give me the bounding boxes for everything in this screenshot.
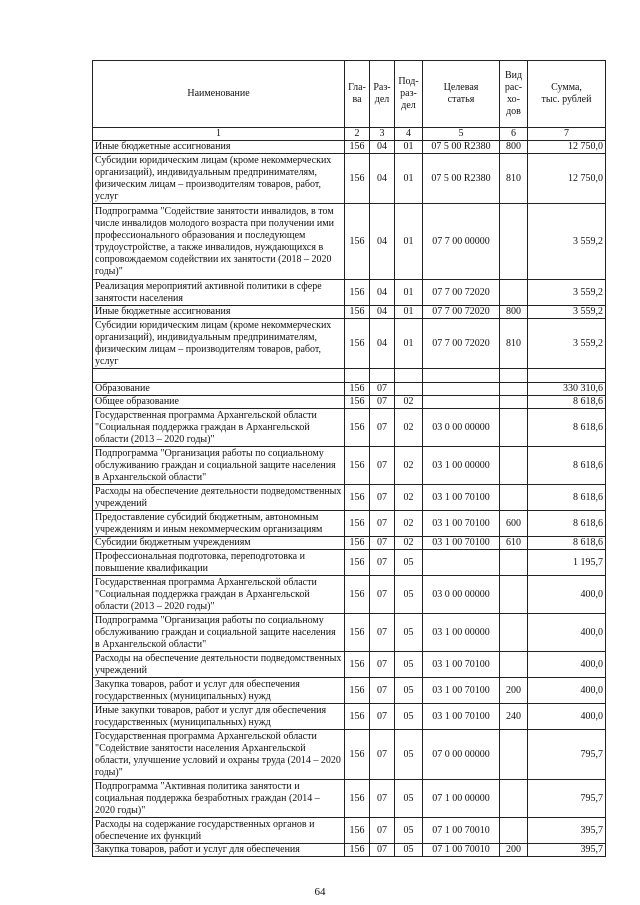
row-subsection: 05 [395, 844, 423, 857]
row-target: 07 5 00 R2380 [423, 154, 500, 204]
table-row [93, 576, 606, 614]
row-name: Государственная программа Архангельской области "Социальная поддержка граждан в Архангельской области (2013 – 2020 годы)" [93, 409, 345, 447]
row-chapter: 156 [345, 319, 370, 369]
row-section: 07 [370, 614, 395, 652]
row-target: 07 7 00 00000 [423, 204, 500, 280]
row-amount: 400,0 [528, 614, 606, 652]
row-subsection: 01 [395, 306, 423, 319]
table-row [93, 730, 606, 780]
row-expense-type: 200 [500, 844, 528, 857]
row-section: 07 [370, 576, 395, 614]
row-chapter: 156 [345, 780, 370, 818]
row-chapter: 156 [345, 409, 370, 447]
header-target: Целевая статья [423, 61, 500, 128]
column-number: 2 [345, 128, 370, 141]
table-row [93, 447, 606, 485]
row-subsection: 01 [395, 204, 423, 280]
row-target: 03 1 00 00000 [423, 614, 500, 652]
row-amount: 1 195,7 [528, 550, 606, 576]
row-name: Государственная программа Архангельской области "Содействие занятости населения Архангельской области, улучшение условий и охраны труда (2014 – 2020 годы)" [93, 730, 345, 780]
row-section: 04 [370, 319, 395, 369]
row-section: 07 [370, 383, 395, 396]
table-row [93, 780, 606, 818]
table-row [93, 614, 606, 652]
row-section: 07 [370, 780, 395, 818]
row-chapter: 156 [345, 204, 370, 280]
table-row [93, 409, 606, 447]
table-row [93, 306, 606, 319]
header-expense-type: Вид рас- хо- дов [500, 61, 528, 128]
row-amount: 400,0 [528, 576, 606, 614]
row-expense-type [500, 409, 528, 447]
row-name: Подпрограмма "Организация работы по социальному обслуживанию граждан и социальной защите населения в Архангельской области" [93, 447, 345, 485]
row-amount: 12 750,0 [528, 141, 606, 154]
row-name: Иные бюджетные ассигнования [93, 306, 345, 319]
row-name: Субсидии бюджетным учреждениям [93, 537, 345, 550]
row-subsection: 05 [395, 780, 423, 818]
row-amount: 3 559,2 [528, 306, 606, 319]
row-subsection: 05 [395, 550, 423, 576]
row-chapter: 156 [345, 844, 370, 857]
row-target: 03 1 00 70100 [423, 704, 500, 730]
row-name: Субсидии юридическим лицам (кроме некоммерческих организаций), индивидуальным предпринимателям, физическим лицам – производителям товаров, работ, услуг [93, 319, 345, 369]
row-name: Субсидии юридическим лицам (кроме некоммерческих организаций), индивидуальным предпринимателям, физическим лицам – производителям товаров, работ, услуг [93, 154, 345, 204]
row-amount: 400,0 [528, 652, 606, 678]
table-row [93, 204, 606, 280]
row-chapter: 156 [345, 652, 370, 678]
column-number: 7 [528, 128, 606, 141]
row-chapter: 156 [345, 154, 370, 204]
row-expense-type: 200 [500, 678, 528, 704]
row-name: Закупка товаров, работ и услуг для обеспечения [93, 844, 345, 857]
row-expense-type: 800 [500, 306, 528, 319]
row-name: Подпрограмма "Содействие занятости инвалидов, в том числе инвалидов молодого возраста при получении ими профессионального образования и последующем трудоустройстве, а также инвалидов, нуждающихся в сопровождаемом содействии их занятости (2018 – 2020 годы)" [93, 204, 345, 280]
row-expense-type [500, 550, 528, 576]
row-expense-type: 810 [500, 319, 528, 369]
row-target: 07 7 00 72020 [423, 319, 500, 369]
row-subsection: 02 [395, 537, 423, 550]
row-chapter: 156 [345, 537, 370, 550]
row-target: 07 7 00 72020 [423, 280, 500, 306]
row-name: Иные бюджетные ассигнования [93, 141, 345, 154]
row-section: 04 [370, 204, 395, 280]
row-name: Общее образование [93, 396, 345, 409]
row-target: 03 0 00 00000 [423, 576, 500, 614]
row-chapter: 156 [345, 280, 370, 306]
row-chapter: 156 [345, 576, 370, 614]
header-amount: Сумма, тыс. рублей [528, 61, 606, 128]
row-section: 04 [370, 154, 395, 204]
header-row [93, 61, 606, 128]
row-name: Подпрограмма "Организация работы по социальному обслуживанию граждан и социальной защите населения в Архангельской области" [93, 614, 345, 652]
row-subsection: 05 [395, 614, 423, 652]
row-target: 07 1 00 70010 [423, 818, 500, 844]
row-target: 03 1 00 70100 [423, 678, 500, 704]
column-number: 1 [93, 128, 345, 141]
row-chapter: 156 [345, 550, 370, 576]
row-target: 03 0 00 00000 [423, 409, 500, 447]
row-amount: 3 559,2 [528, 319, 606, 369]
row-subsection [395, 383, 423, 396]
row-amount: 400,0 [528, 704, 606, 730]
row-section: 07 [370, 550, 395, 576]
row-target: 07 5 00 R2380 [423, 141, 500, 154]
row-expense-type [500, 730, 528, 780]
row-expense-type [500, 485, 528, 511]
row-target [423, 383, 500, 396]
row-expense-type [500, 818, 528, 844]
row-amount: 795,7 [528, 780, 606, 818]
row-expense-type [500, 652, 528, 678]
row-chapter: 156 [345, 383, 370, 396]
row-section [370, 369, 395, 383]
row-subsection: 05 [395, 818, 423, 844]
row-target: 07 1 00 00000 [423, 780, 500, 818]
row-expense-type [500, 614, 528, 652]
row-amount: 8 618,6 [528, 485, 606, 511]
column-number: 6 [500, 128, 528, 141]
row-subsection: 02 [395, 511, 423, 537]
row-section: 07 [370, 844, 395, 857]
table-row [93, 319, 606, 369]
table-body [93, 141, 606, 857]
row-target: 03 1 00 70100 [423, 485, 500, 511]
row-expense-type [500, 576, 528, 614]
row-amount: 330 310,6 [528, 383, 606, 396]
table-row [93, 704, 606, 730]
row-expense-type [500, 396, 528, 409]
row-chapter: 156 [345, 614, 370, 652]
header-section: Раз- дел [370, 61, 395, 128]
column-number-row [93, 128, 606, 141]
row-amount [528, 369, 606, 383]
row-expense-type: 810 [500, 154, 528, 204]
row-section: 07 [370, 678, 395, 704]
row-subsection: 02 [395, 485, 423, 511]
row-subsection: 02 [395, 409, 423, 447]
row-target: 07 0 00 00000 [423, 730, 500, 780]
row-section: 07 [370, 652, 395, 678]
row-subsection: 05 [395, 678, 423, 704]
row-expense-type [500, 383, 528, 396]
row-name: Реализация мероприятий активной политики в сфере занятости населения [93, 280, 345, 306]
row-expense-type [500, 204, 528, 280]
column-number: 4 [395, 128, 423, 141]
row-chapter: 156 [345, 511, 370, 537]
row-amount: 400,0 [528, 678, 606, 704]
page-number: 64 [314, 886, 326, 898]
row-chapter: 156 [345, 730, 370, 780]
row-expense-type [500, 780, 528, 818]
row-name [93, 369, 345, 383]
row-chapter: 156 [345, 141, 370, 154]
row-name: Предоставление субсидий бюджетным, автономным учреждениям и иным некоммерческим организациям [93, 511, 345, 537]
header-name: Наименование [93, 61, 345, 128]
row-expense-type: 610 [500, 537, 528, 550]
header-chapter: Гла- ва [345, 61, 370, 128]
row-section: 07 [370, 485, 395, 511]
table-row [93, 141, 606, 154]
row-section: 07 [370, 409, 395, 447]
table-row [93, 678, 606, 704]
row-name: Образование [93, 383, 345, 396]
table-row [93, 511, 606, 537]
row-chapter: 156 [345, 396, 370, 409]
row-subsection: 05 [395, 576, 423, 614]
blank-row [93, 369, 606, 383]
row-amount: 8 618,6 [528, 511, 606, 537]
row-expense-type: 600 [500, 511, 528, 537]
row-subsection: 01 [395, 319, 423, 369]
table-row [93, 383, 606, 396]
row-subsection: 02 [395, 396, 423, 409]
budget-table [92, 60, 606, 857]
row-subsection: 05 [395, 652, 423, 678]
row-amount: 8 618,6 [528, 396, 606, 409]
row-expense-type [500, 447, 528, 485]
table-row [93, 396, 606, 409]
row-expense-type: 240 [500, 704, 528, 730]
row-section: 04 [370, 280, 395, 306]
row-section: 07 [370, 818, 395, 844]
row-subsection: 01 [395, 141, 423, 154]
row-chapter: 156 [345, 306, 370, 319]
column-number: 3 [370, 128, 395, 141]
row-chapter: 156 [345, 447, 370, 485]
row-chapter: 156 [345, 704, 370, 730]
table-row [93, 154, 606, 204]
row-amount: 12 750,0 [528, 154, 606, 204]
row-target: 03 1 00 70100 [423, 537, 500, 550]
row-target: 03 1 00 70100 [423, 511, 500, 537]
row-name: Иные закупки товаров, работ и услуг для обеспечения государственных (муниципальных) нужд [93, 704, 345, 730]
row-amount: 795,7 [528, 730, 606, 780]
row-subsection: 01 [395, 154, 423, 204]
row-name: Государственная программа Архангельской области "Социальная поддержка граждан в Архангельской области (2013 – 2020 годы)" [93, 576, 345, 614]
row-amount: 395,7 [528, 818, 606, 844]
row-chapter: 156 [345, 818, 370, 844]
header-subsection: Под- раз- дел [395, 61, 423, 128]
row-chapter: 156 [345, 485, 370, 511]
row-section: 04 [370, 141, 395, 154]
row-expense-type [500, 369, 528, 383]
row-section: 07 [370, 537, 395, 550]
row-expense-type [500, 280, 528, 306]
row-name: Расходы на обеспечение деятельности подведомственных учреждений [93, 485, 345, 511]
row-section: 07 [370, 730, 395, 780]
row-name: Подпрограмма "Активная политика занятости и социальная поддержка безработных граждан (2014 – 2020 годы)" [93, 780, 345, 818]
row-section: 07 [370, 511, 395, 537]
row-chapter: 156 [345, 678, 370, 704]
row-chapter [345, 369, 370, 383]
row-target: 03 1 00 70100 [423, 652, 500, 678]
row-amount: 3 559,2 [528, 280, 606, 306]
table-row [93, 550, 606, 576]
row-target [423, 550, 500, 576]
row-name: Расходы на обеспечение деятельности подведомственных учреждений [93, 652, 345, 678]
table-row [93, 652, 606, 678]
row-amount: 8 618,6 [528, 537, 606, 550]
row-amount: 8 618,6 [528, 409, 606, 447]
row-target [423, 369, 500, 383]
row-amount: 8 618,6 [528, 447, 606, 485]
row-subsection: 05 [395, 704, 423, 730]
row-target: 07 1 00 70010 [423, 844, 500, 857]
column-number: 5 [423, 128, 500, 141]
table-row [93, 818, 606, 844]
row-expense-type: 800 [500, 141, 528, 154]
row-subsection: 02 [395, 447, 423, 485]
table-row [93, 485, 606, 511]
table-row [93, 844, 606, 857]
row-subsection: 05 [395, 730, 423, 780]
row-name: Закупка товаров, работ и услуг для обеспечения государственных (муниципальных) нужд [93, 678, 345, 704]
row-amount: 3 559,2 [528, 204, 606, 280]
table-row [93, 280, 606, 306]
row-target [423, 396, 500, 409]
row-section: 07 [370, 396, 395, 409]
row-name: Расходы на содержание государственных органов и обеспечение их функций [93, 818, 345, 844]
row-subsection [395, 369, 423, 383]
row-section: 07 [370, 447, 395, 485]
row-target: 07 7 00 72020 [423, 306, 500, 319]
row-amount: 395,7 [528, 844, 606, 857]
row-subsection: 01 [395, 280, 423, 306]
row-name: Профессиональная подготовка, переподготовка и повышение квалификации [93, 550, 345, 576]
row-section: 07 [370, 704, 395, 730]
table-row [93, 537, 606, 550]
budget-sheet [92, 60, 605, 857]
row-target: 03 1 00 00000 [423, 447, 500, 485]
row-section: 04 [370, 306, 395, 319]
